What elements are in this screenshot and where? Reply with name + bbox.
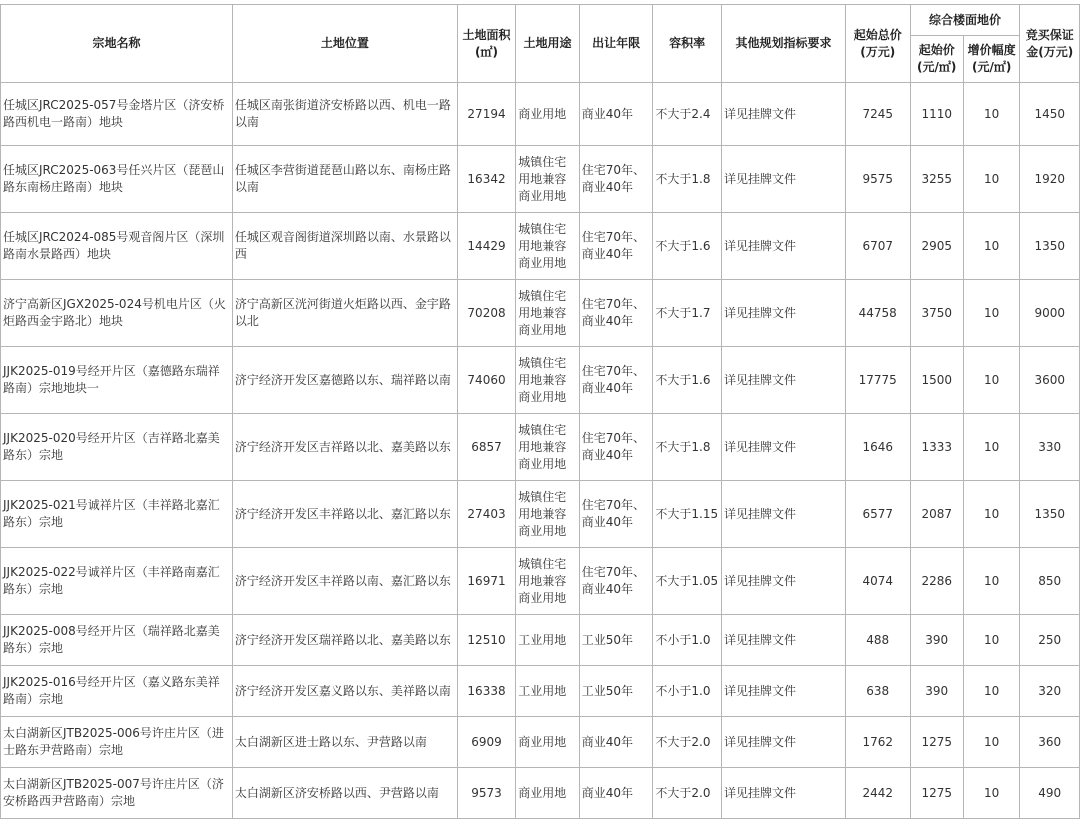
cell-deposit: 1350 [1020, 481, 1080, 548]
cell-other: 详见挂牌文件 [721, 548, 845, 615]
cell-area: 16971 [457, 548, 515, 615]
cell-area: 70208 [457, 280, 515, 347]
cell-far: 不小于1.0 [653, 666, 722, 717]
cell-area: 16342 [457, 146, 515, 213]
header-deposit: 竞买保证金(万元) [1020, 5, 1080, 83]
cell-total-price: 638 [845, 666, 910, 717]
header-location: 土地位置 [232, 5, 457, 83]
cell-area: 27403 [457, 481, 515, 548]
cell-other: 详见挂牌文件 [721, 347, 845, 414]
cell-deposit: 1920 [1020, 146, 1080, 213]
cell-term: 商业40年 [579, 768, 653, 819]
cell-use: 商业用地 [516, 717, 580, 768]
cell-other: 详见挂牌文件 [721, 615, 845, 666]
cell-floor-start: 390 [910, 666, 963, 717]
cell-total-price: 488 [845, 615, 910, 666]
table-row [1, 768, 1080, 819]
cell-use: 城镇住宅用地兼容商业用地 [516, 548, 580, 615]
cell-total-price: 17775 [845, 347, 910, 414]
cell-deposit: 320 [1020, 666, 1080, 717]
table-row [1, 615, 1080, 666]
cell-floor-start: 2905 [910, 213, 963, 280]
cell-far: 不大于1.6 [653, 213, 722, 280]
cell-total-price: 1762 [845, 717, 910, 768]
cell-location: 济宁经济开发区嘉德路以东、瑞祥路以南 [232, 347, 457, 414]
cell-increment: 10 [963, 213, 1019, 280]
header-floor-price-group: 综合楼面地价 [910, 5, 1020, 36]
header-floor-start: 起始价(元/㎡) [910, 36, 963, 83]
cell-other: 详见挂牌文件 [721, 666, 845, 717]
header-far: 容积率 [653, 5, 722, 83]
cell-area: 27194 [457, 83, 515, 146]
cell-total-price: 4074 [845, 548, 910, 615]
cell-use: 城镇住宅用地兼容商业用地 [516, 280, 580, 347]
cell-location: 任城区南张街道济安桥路以西、机电一路以南 [232, 83, 457, 146]
cell-use: 城镇住宅用地兼容商业用地 [516, 213, 580, 280]
cell-other: 详见挂牌文件 [721, 213, 845, 280]
cell-use: 商业用地 [516, 83, 580, 146]
cell-area: 9573 [457, 768, 515, 819]
cell-total-price: 9575 [845, 146, 910, 213]
cell-term: 住宅70年、商业40年 [579, 414, 653, 481]
cell-floor-start: 1110 [910, 83, 963, 146]
cell-increment: 10 [963, 146, 1019, 213]
cell-floor-start: 2286 [910, 548, 963, 615]
cell-floor-start: 3255 [910, 146, 963, 213]
cell-location: 济宁经济开发区瑞祥路以北、嘉美路以东 [232, 615, 457, 666]
cell-far: 不小于1.0 [653, 615, 722, 666]
cell-far: 不大于1.7 [653, 280, 722, 347]
cell-increment: 10 [963, 666, 1019, 717]
cell-area: 12510 [457, 615, 515, 666]
cell-name: 济宁高新区JGX2025-024号机电片区（火炬路西金宇路北）地块 [1, 280, 233, 347]
land-auction-table [0, 4, 1080, 819]
cell-increment: 10 [963, 717, 1019, 768]
table-row [1, 414, 1080, 481]
cell-far: 不大于1.8 [653, 146, 722, 213]
cell-total-price: 6577 [845, 481, 910, 548]
header-area: 土地面积(㎡) [457, 5, 515, 83]
cell-far: 不大于1.15 [653, 481, 722, 548]
table-row [1, 347, 1080, 414]
cell-deposit: 330 [1020, 414, 1080, 481]
cell-name: JJK2025-021号诚祥片区（丰祥路北嘉汇路东）宗地 [1, 481, 233, 548]
cell-increment: 10 [963, 280, 1019, 347]
cell-increment: 10 [963, 347, 1019, 414]
cell-increment: 10 [963, 481, 1019, 548]
cell-location: 任城区李营街道琵琶山路以东、南杨庄路以南 [232, 146, 457, 213]
cell-name: JJK2025-020号经开片区（吉祥路北嘉美路东）宗地 [1, 414, 233, 481]
table-row [1, 717, 1080, 768]
cell-increment: 10 [963, 615, 1019, 666]
cell-name: JJK2025-019号经开片区（嘉德路东瑞祥路南）宗地地块一 [1, 347, 233, 414]
cell-location: 济宁高新区洸河街道火炬路以西、金宇路以北 [232, 280, 457, 347]
cell-floor-start: 3750 [910, 280, 963, 347]
cell-other: 详见挂牌文件 [721, 146, 845, 213]
cell-deposit: 850 [1020, 548, 1080, 615]
cell-name: 任城区JRC2024-085号观音阁片区（深圳路南水景路西）地块 [1, 213, 233, 280]
cell-deposit: 360 [1020, 717, 1080, 768]
cell-total-price: 2442 [845, 768, 910, 819]
cell-far: 不大于2.0 [653, 768, 722, 819]
cell-increment: 10 [963, 768, 1019, 819]
cell-other: 详见挂牌文件 [721, 481, 845, 548]
cell-far: 不大于2.4 [653, 83, 722, 146]
cell-far: 不大于1.6 [653, 347, 722, 414]
cell-term: 住宅70年、商业40年 [579, 146, 653, 213]
cell-floor-start: 2087 [910, 481, 963, 548]
cell-name: JJK2025-022号诚祥片区（丰祥路南嘉汇路东）宗地 [1, 548, 233, 615]
cell-total-price: 44758 [845, 280, 910, 347]
table-row [1, 280, 1080, 347]
header-increment: 增价幅度(元/㎡) [963, 36, 1019, 83]
cell-total-price: 1646 [845, 414, 910, 481]
cell-term: 住宅70年、商业40年 [579, 280, 653, 347]
cell-far: 不大于2.0 [653, 717, 722, 768]
cell-floor-start: 1275 [910, 768, 963, 819]
table-row [1, 146, 1080, 213]
header-other: 其他规划指标要求 [721, 5, 845, 83]
cell-floor-start: 390 [910, 615, 963, 666]
cell-location: 太白湖新区济安桥路以西、尹营路以南 [232, 768, 457, 819]
header-name: 宗地名称 [1, 5, 233, 83]
cell-term: 住宅70年、商业40年 [579, 347, 653, 414]
header-total-price: 起始总价(万元) [845, 5, 910, 83]
table-row [1, 481, 1080, 548]
cell-use: 城镇住宅用地兼容商业用地 [516, 414, 580, 481]
table-row [1, 666, 1080, 717]
cell-use: 工业用地 [516, 615, 580, 666]
header-use: 土地用途 [516, 5, 580, 83]
cell-area: 6857 [457, 414, 515, 481]
cell-location: 济宁经济开发区丰祥路以北、嘉汇路以东 [232, 481, 457, 548]
cell-term: 工业50年 [579, 615, 653, 666]
cell-deposit: 490 [1020, 768, 1080, 819]
cell-deposit: 3600 [1020, 347, 1080, 414]
cell-name: 太白湖新区JTB2025-006号许庄片区（进士路东尹营路南）宗地 [1, 717, 233, 768]
cell-term: 工业50年 [579, 666, 653, 717]
cell-increment: 10 [963, 548, 1019, 615]
cell-use: 城镇住宅用地兼容商业用地 [516, 347, 580, 414]
cell-name: JJK2025-016号经开片区（嘉义路东美祥路南）宗地 [1, 666, 233, 717]
cell-name: 太白湖新区JTB2025-007号许庄片区（济安桥路西尹营路南）宗地 [1, 768, 233, 819]
cell-location: 任城区观音阁街道深圳路以南、水景路以西 [232, 213, 457, 280]
cell-floor-start: 1275 [910, 717, 963, 768]
cell-total-price: 7245 [845, 83, 910, 146]
cell-term: 住宅70年、商业40年 [579, 213, 653, 280]
cell-location: 济宁经济开发区吉祥路以北、嘉美路以东 [232, 414, 457, 481]
table-row [1, 548, 1080, 615]
cell-location: 济宁经济开发区嘉义路以东、美祥路以南 [232, 666, 457, 717]
cell-name: JJK2025-008号经开片区（瑞祥路北嘉美路东）宗地 [1, 615, 233, 666]
cell-far: 不大于1.05 [653, 548, 722, 615]
header-row [1, 5, 1080, 36]
cell-floor-start: 1500 [910, 347, 963, 414]
table-row [1, 213, 1080, 280]
cell-other: 详见挂牌文件 [721, 280, 845, 347]
table-row [1, 83, 1080, 146]
cell-term: 住宅70年、商业40年 [579, 548, 653, 615]
cell-term: 住宅70年、商业40年 [579, 481, 653, 548]
cell-location: 太白湖新区进士路以东、尹营路以南 [232, 717, 457, 768]
cell-floor-start: 1333 [910, 414, 963, 481]
cell-increment: 10 [963, 414, 1019, 481]
cell-area: 16338 [457, 666, 515, 717]
cell-use: 商业用地 [516, 768, 580, 819]
cell-other: 详见挂牌文件 [721, 717, 845, 768]
cell-deposit: 1450 [1020, 83, 1080, 146]
cell-term: 商业40年 [579, 717, 653, 768]
cell-other: 详见挂牌文件 [721, 83, 845, 146]
cell-location: 济宁经济开发区丰祥路以南、嘉汇路以东 [232, 548, 457, 615]
cell-deposit: 1350 [1020, 213, 1080, 280]
cell-far: 不大于1.8 [653, 414, 722, 481]
cell-area: 6909 [457, 717, 515, 768]
cell-total-price: 6707 [845, 213, 910, 280]
cell-name: 任城区JRC2025-063号任兴片区（琵琶山路东南杨庄路南）地块 [1, 146, 233, 213]
header-term: 出让年限 [579, 5, 653, 83]
cell-area: 74060 [457, 347, 515, 414]
cell-increment: 10 [963, 83, 1019, 146]
cell-other: 详见挂牌文件 [721, 414, 845, 481]
cell-deposit: 250 [1020, 615, 1080, 666]
cell-name: 任城区JRC2025-057号金塔片区（济安桥路西机电一路南）地块 [1, 83, 233, 146]
cell-use: 城镇住宅用地兼容商业用地 [516, 146, 580, 213]
cell-use: 城镇住宅用地兼容商业用地 [516, 481, 580, 548]
cell-term: 商业40年 [579, 83, 653, 146]
cell-other: 详见挂牌文件 [721, 768, 845, 819]
cell-area: 14429 [457, 213, 515, 280]
cell-use: 工业用地 [516, 666, 580, 717]
cell-deposit: 9000 [1020, 280, 1080, 347]
